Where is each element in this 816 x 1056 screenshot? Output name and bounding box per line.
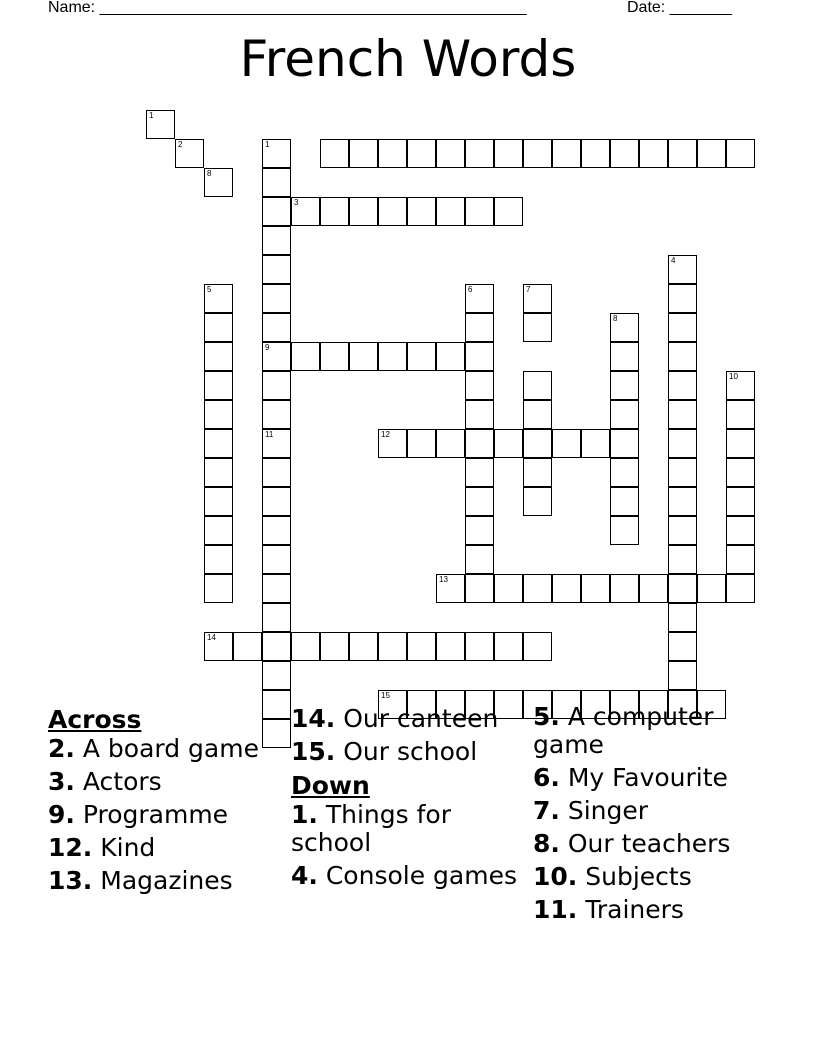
- clue-num: 3.: [48, 767, 75, 796]
- grid-cell[interactable]: [523, 429, 552, 458]
- grid-cell[interactable]: [378, 429, 407, 458]
- clue-item: [533, 830, 773, 858]
- clue-num: 4.: [291, 861, 318, 890]
- grid-cell[interactable]: [320, 197, 349, 226]
- clue-num: 7.: [533, 796, 560, 825]
- grid-cell[interactable]: [668, 661, 697, 690]
- grid-cell[interactable]: [610, 313, 639, 342]
- grid-cell[interactable]: [494, 197, 523, 226]
- clue-number: 7: [526, 285, 531, 294]
- grid-cell[interactable]: [668, 371, 697, 400]
- clue-num: 14.: [291, 704, 336, 733]
- clue-text: Things for school: [291, 800, 451, 857]
- grid-cell[interactable]: [668, 487, 697, 516]
- clue-num: 1.: [291, 800, 318, 829]
- clue-text: A board game: [74, 734, 259, 763]
- grid-cell[interactable]: [465, 487, 494, 516]
- grid-cell[interactable]: [668, 400, 697, 429]
- grid-cell[interactable]: [697, 139, 726, 168]
- grid-cell[interactable]: [262, 661, 291, 690]
- clue-number: 4: [671, 256, 676, 265]
- grid-cell[interactable]: [552, 429, 581, 458]
- grid-cell[interactable]: [262, 371, 291, 400]
- grid-cell[interactable]: [204, 487, 233, 516]
- grid-cell[interactable]: [668, 632, 697, 661]
- grid-cell[interactable]: [523, 458, 552, 487]
- grid-cell[interactable]: [262, 400, 291, 429]
- grid-cell[interactable]: [407, 342, 436, 371]
- clues-column-1: [48, 705, 288, 900]
- grid-cell[interactable]: [726, 487, 755, 516]
- clues-column-2: [291, 705, 531, 895]
- grid-cell[interactable]: [204, 400, 233, 429]
- grid-cell[interactable]: [349, 632, 378, 661]
- clue-number: 3: [294, 198, 299, 207]
- grid-cell[interactable]: [494, 429, 523, 458]
- clue-item: [533, 703, 773, 759]
- grid-cell[interactable]: [726, 574, 755, 603]
- grid-cell[interactable]: [262, 139, 291, 168]
- grid-cell[interactable]: [436, 574, 465, 603]
- grid-cell[interactable]: [262, 255, 291, 284]
- grid-cell[interactable]: [523, 139, 552, 168]
- clue-number: 1: [265, 140, 270, 149]
- clue-num: 13.: [48, 866, 93, 895]
- clue-text: My Favourite: [559, 763, 728, 792]
- grid-cell[interactable]: [262, 226, 291, 255]
- grid-cell[interactable]: [204, 458, 233, 487]
- name-line[interactable]: ________________________________________________: [99, 0, 527, 16]
- clue-number: 12: [381, 430, 390, 439]
- grid-cell[interactable]: [552, 574, 581, 603]
- clue-text: Our canteen: [335, 704, 499, 733]
- grid-cell[interactable]: [668, 458, 697, 487]
- grid-cell[interactable]: [407, 429, 436, 458]
- grid-cell[interactable]: [668, 313, 697, 342]
- clue-num: 8.: [533, 829, 560, 858]
- grid-cell[interactable]: [262, 429, 291, 458]
- grid-cell[interactable]: [494, 574, 523, 603]
- clue-number: 9: [265, 343, 270, 352]
- grid-cell[interactable]: [204, 168, 233, 197]
- grid-cell[interactable]: [581, 574, 610, 603]
- clue-number: 8: [207, 169, 212, 178]
- grid-cell[interactable]: [726, 516, 755, 545]
- grid-cell[interactable]: [407, 632, 436, 661]
- grid-cell[interactable]: [668, 574, 697, 603]
- grid-cell[interactable]: [436, 139, 465, 168]
- clue-item: [533, 863, 773, 891]
- grid-cell[interactable]: [726, 139, 755, 168]
- name-label: Name:: [48, 0, 96, 16]
- clue-text: Magazines: [92, 866, 233, 895]
- grid-cell[interactable]: [726, 371, 755, 400]
- clue-text: Actors: [74, 767, 162, 796]
- grid-cell[interactable]: [726, 458, 755, 487]
- grid-cell[interactable]: [204, 371, 233, 400]
- clue-num: 9.: [48, 800, 75, 829]
- clue-number: 14: [207, 633, 216, 642]
- clue-text: Kind: [92, 833, 156, 862]
- clue-number: 1: [149, 111, 154, 120]
- grid-cell[interactable]: [204, 632, 233, 661]
- grid-cell[interactable]: [320, 139, 349, 168]
- grid-cell[interactable]: [146, 110, 175, 139]
- clue-num: 5.: [533, 702, 560, 731]
- grid-cell[interactable]: [610, 487, 639, 516]
- grid-cell[interactable]: [349, 197, 378, 226]
- page-title: French Words: [239, 30, 577, 88]
- grid-cell[interactable]: [378, 632, 407, 661]
- grid-cell[interactable]: [204, 284, 233, 313]
- grid-cell[interactable]: [610, 342, 639, 371]
- grid-cell[interactable]: [552, 139, 581, 168]
- clue-text: A computer game: [533, 702, 714, 759]
- clue-number: 10: [729, 372, 738, 381]
- grid-cell[interactable]: [610, 400, 639, 429]
- grid-cell[interactable]: [639, 139, 668, 168]
- clue-number: 11: [265, 430, 274, 439]
- clue-item: [533, 896, 773, 924]
- clue-item: [48, 801, 288, 829]
- grid-cell[interactable]: [465, 516, 494, 545]
- grid-cell[interactable]: [465, 574, 494, 603]
- grid-cell[interactable]: [320, 632, 349, 661]
- grid-cell[interactable]: [465, 313, 494, 342]
- grid-cell[interactable]: [378, 197, 407, 226]
- clue-num: 12.: [48, 833, 93, 862]
- grid-cell[interactable]: [204, 574, 233, 603]
- grid-cell[interactable]: [523, 371, 552, 400]
- grid-cell[interactable]: [581, 429, 610, 458]
- grid-cell[interactable]: [697, 574, 726, 603]
- grid-cell[interactable]: [204, 516, 233, 545]
- grid-cell[interactable]: [494, 139, 523, 168]
- grid-cell[interactable]: [523, 400, 552, 429]
- grid-cell[interactable]: [262, 632, 291, 661]
- grid-cell[interactable]: [668, 255, 697, 284]
- grid-cell[interactable]: [523, 313, 552, 342]
- grid-cell[interactable]: [523, 632, 552, 661]
- clue-item: [291, 738, 531, 766]
- grid-cell[interactable]: [262, 284, 291, 313]
- grid-cell[interactable]: [436, 342, 465, 371]
- grid-cell[interactable]: [523, 487, 552, 516]
- grid-cell[interactable]: [291, 632, 320, 661]
- clue-item: [291, 801, 531, 857]
- grid-cell[interactable]: [465, 545, 494, 574]
- clue-num: 15.: [291, 737, 336, 766]
- grid-cell[interactable]: [668, 284, 697, 313]
- clue-item: [48, 768, 288, 796]
- grid-cell[interactable]: [581, 139, 610, 168]
- grid-cell[interactable]: [262, 168, 291, 197]
- clue-num: 10.: [533, 862, 578, 891]
- grid-cell[interactable]: [291, 197, 320, 226]
- grid-cell[interactable]: [262, 313, 291, 342]
- clue-text: Programme: [74, 800, 229, 829]
- grid-cell[interactable]: [291, 342, 320, 371]
- grid-cell[interactable]: [668, 545, 697, 574]
- grid-cell[interactable]: [204, 313, 233, 342]
- clue-text: Console games: [317, 861, 517, 890]
- grid-cell[interactable]: [320, 342, 349, 371]
- grid-cell[interactable]: [262, 197, 291, 226]
- grid-cell[interactable]: [262, 342, 291, 371]
- grid-cell[interactable]: [233, 632, 262, 661]
- grid-cell[interactable]: [407, 197, 436, 226]
- grid-cell[interactable]: [262, 487, 291, 516]
- clue-item: [291, 705, 531, 733]
- grid-cell[interactable]: [523, 284, 552, 313]
- grid-cell[interactable]: [610, 371, 639, 400]
- clues-column-3: [533, 703, 773, 929]
- grid-cell[interactable]: [465, 429, 494, 458]
- grid-cell[interactable]: [639, 574, 668, 603]
- clue-item: [48, 735, 288, 763]
- grid-cell[interactable]: [465, 197, 494, 226]
- grid-cell[interactable]: [378, 139, 407, 168]
- across-heading: Across: [48, 705, 142, 734]
- date-label: Date:: [627, 0, 666, 16]
- grid-cell[interactable]: [668, 139, 697, 168]
- clue-number: 2: [178, 140, 183, 149]
- grid-cell[interactable]: [262, 458, 291, 487]
- grid-cell[interactable]: [668, 429, 697, 458]
- clue-item: [291, 862, 531, 890]
- down-heading: Down: [291, 771, 370, 800]
- grid-cell[interactable]: [668, 516, 697, 545]
- clue-text: Our school: [335, 737, 478, 766]
- clue-text: Our teachers: [559, 829, 731, 858]
- grid-cell[interactable]: [436, 429, 465, 458]
- grid-cell[interactable]: [668, 603, 697, 632]
- grid-cell[interactable]: [378, 342, 407, 371]
- grid-cell[interactable]: [465, 632, 494, 661]
- grid-cell[interactable]: [465, 342, 494, 371]
- grid-cell[interactable]: [349, 342, 378, 371]
- grid-cell[interactable]: [610, 458, 639, 487]
- grid-cell[interactable]: [465, 284, 494, 313]
- grid-cell[interactable]: [204, 342, 233, 371]
- grid-cell[interactable]: [349, 139, 378, 168]
- clue-num: 2.: [48, 734, 75, 763]
- grid-cell[interactable]: [465, 139, 494, 168]
- grid-cell[interactable]: [436, 197, 465, 226]
- date-line[interactable]: _______: [669, 0, 732, 16]
- grid-cell[interactable]: [465, 371, 494, 400]
- clue-number: 15: [381, 691, 390, 700]
- grid-cell[interactable]: [262, 603, 291, 632]
- grid-cell[interactable]: [262, 516, 291, 545]
- grid-cell[interactable]: [726, 429, 755, 458]
- grid-cell[interactable]: [610, 516, 639, 545]
- clue-item: [533, 764, 773, 792]
- grid-cell[interactable]: [465, 458, 494, 487]
- grid-cell[interactable]: [204, 545, 233, 574]
- grid-cell[interactable]: [262, 545, 291, 574]
- grid-cell[interactable]: [610, 139, 639, 168]
- clue-num: 6.: [533, 763, 560, 792]
- clue-text: Trainers: [577, 895, 684, 924]
- grid-cell[interactable]: [726, 545, 755, 574]
- clue-number: 5: [207, 285, 212, 294]
- clue-item: [533, 797, 773, 825]
- grid-cell[interactable]: [668, 342, 697, 371]
- clue-number: 13: [439, 575, 448, 584]
- clue-text: Singer: [559, 796, 649, 825]
- clue-number: 8: [613, 314, 618, 323]
- clue-item: [48, 867, 288, 895]
- grid-cell[interactable]: [610, 574, 639, 603]
- clue-num: 11.: [533, 895, 578, 924]
- clue-text: Subjects: [577, 862, 692, 891]
- grid-cell[interactable]: [204, 429, 233, 458]
- grid-cell[interactable]: [523, 574, 552, 603]
- grid-cell[interactable]: [262, 574, 291, 603]
- grid-cell[interactable]: [610, 429, 639, 458]
- grid-cell[interactable]: [726, 400, 755, 429]
- clue-number: 6: [468, 285, 473, 294]
- grid-cell[interactable]: [494, 632, 523, 661]
- grid-cell[interactable]: [407, 139, 436, 168]
- grid-cell[interactable]: [436, 632, 465, 661]
- grid-cell[interactable]: [465, 400, 494, 429]
- grid-cell[interactable]: [175, 139, 204, 168]
- clue-item: [48, 834, 288, 862]
